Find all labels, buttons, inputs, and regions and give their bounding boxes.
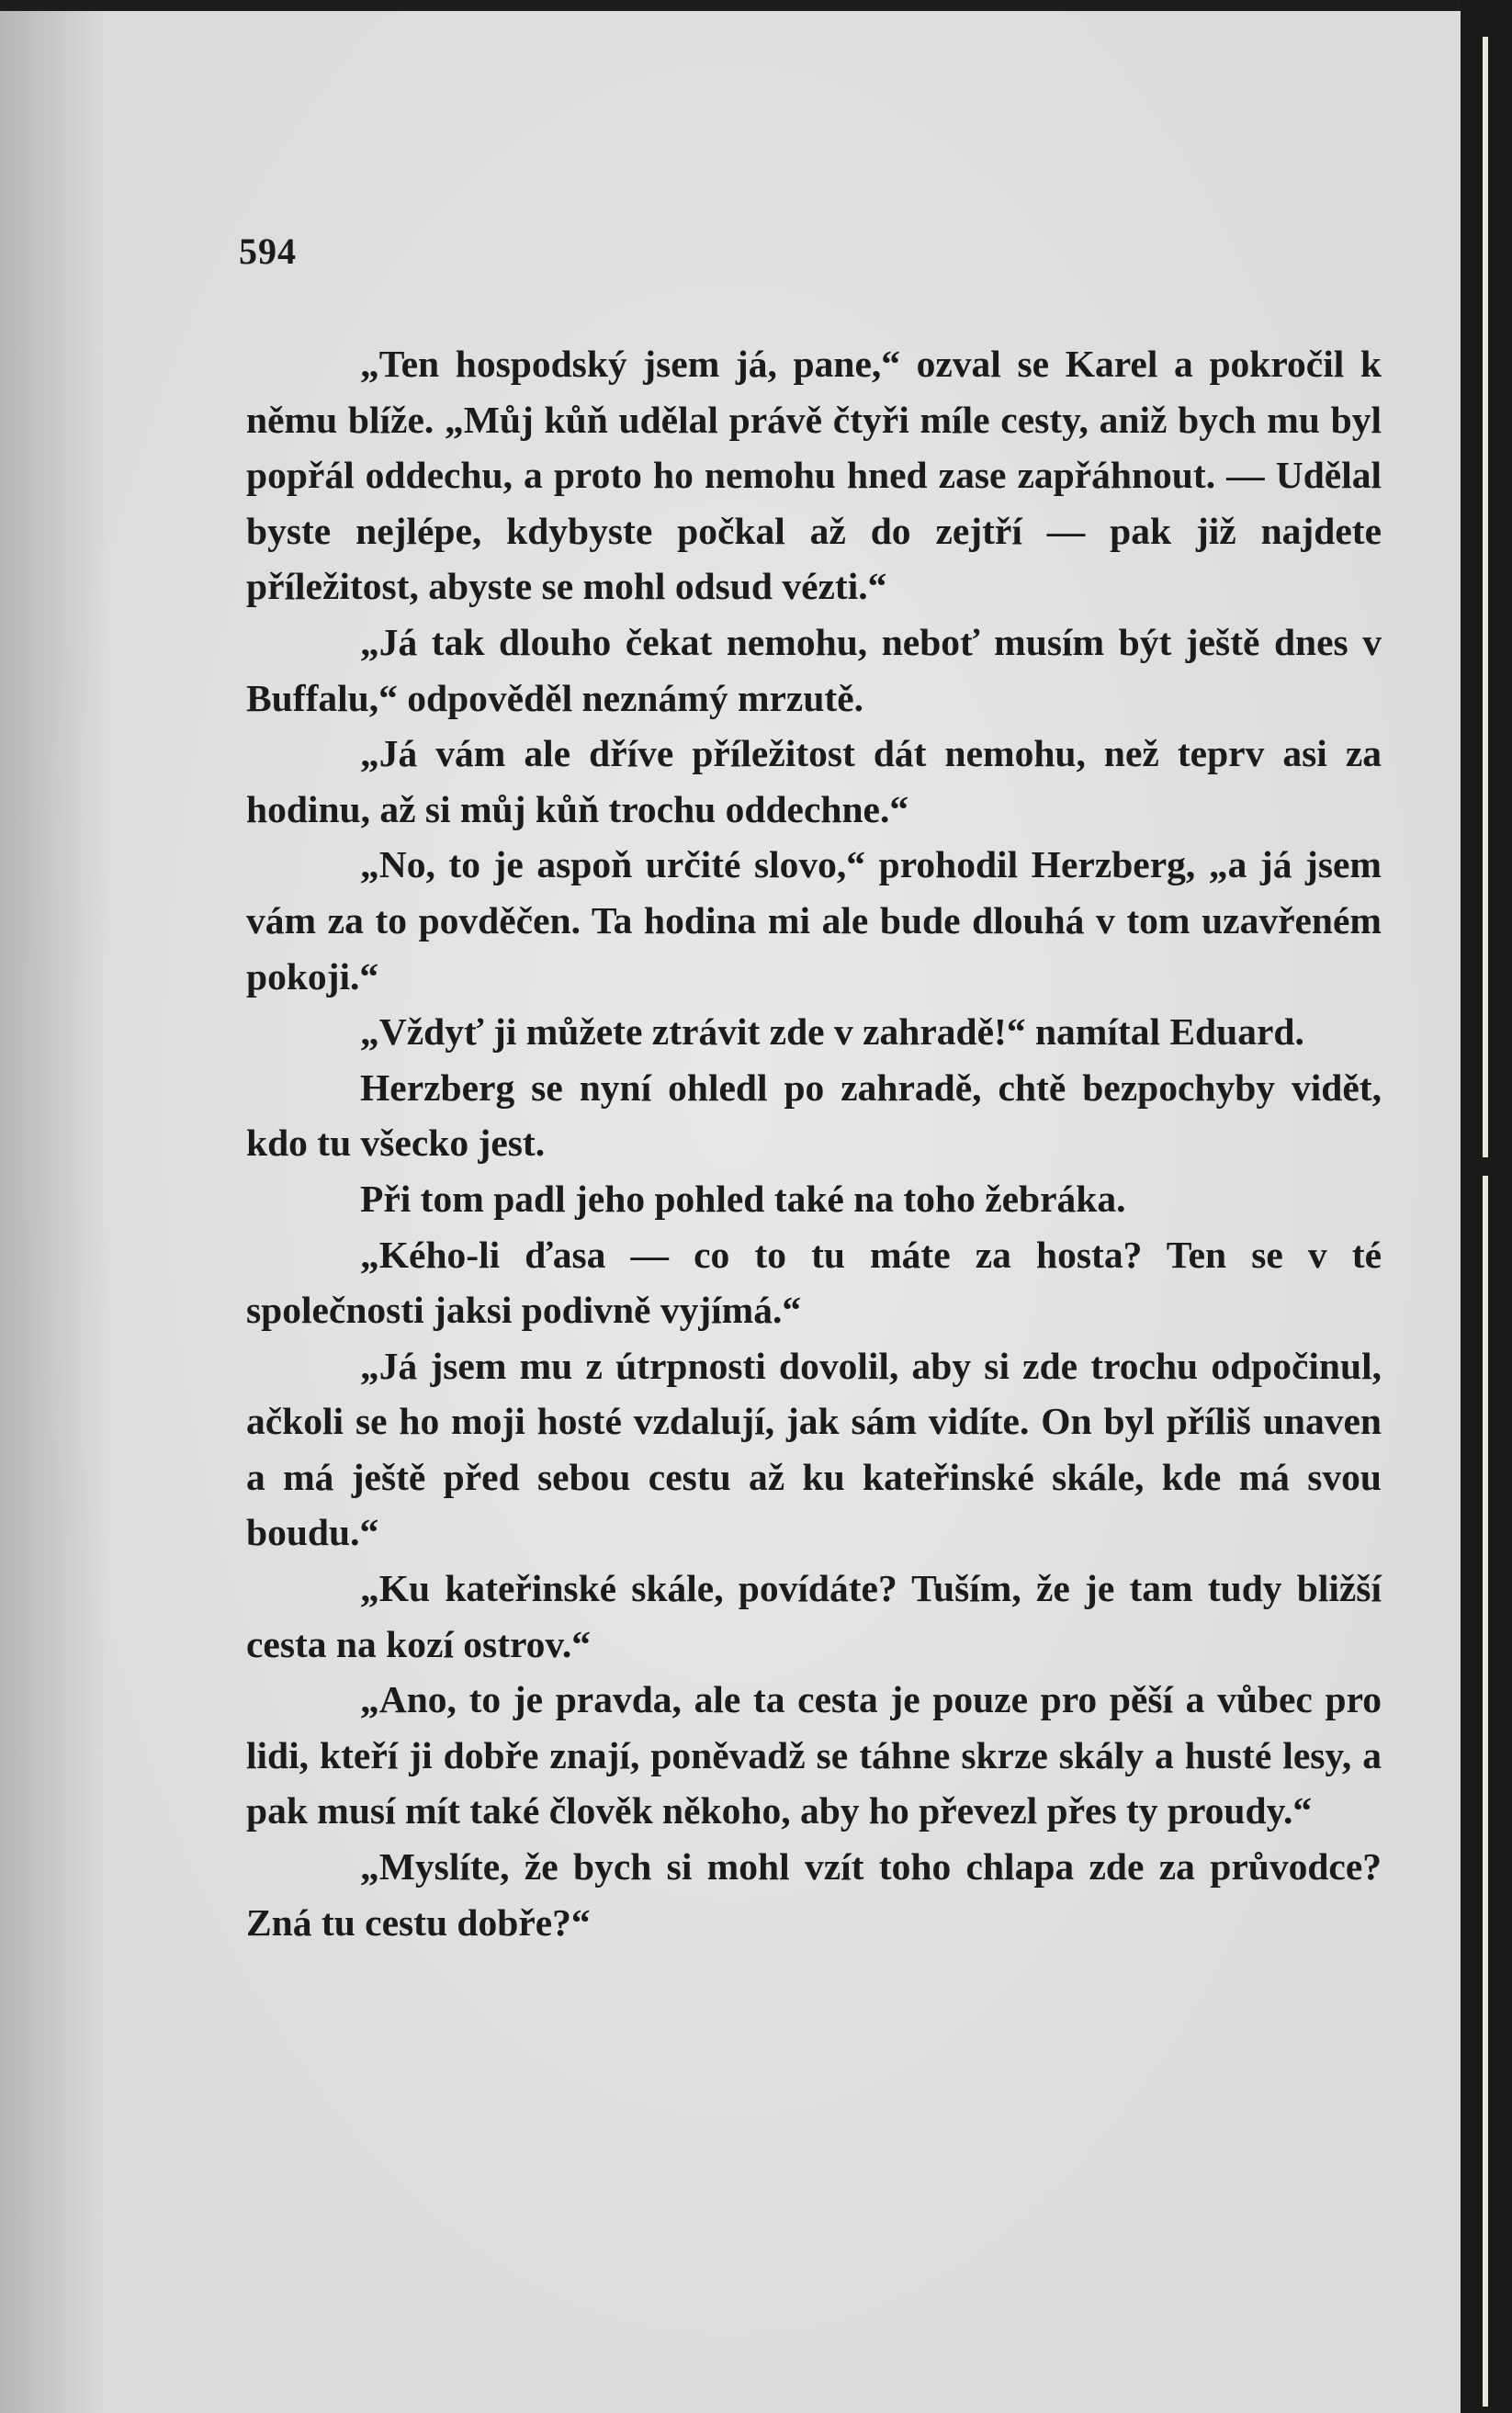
paragraph: „Kého-li ďasa — co to tu máte za hosta? Ten se v té společnosti jaksi podivně vyjímá.“ (246, 1233, 1382, 1332)
paragraph: „No, to je aspoň určité slovo,“ prohodil Herzberg, „a já jsem vám za to povděčen. Ta hodina mi ale bude dlouhá v tom uzavřeném pokoji.“ (246, 843, 1382, 998)
paragraph: „Já vám ale dříve příležitost dát nemohu, než teprv asi za hodinu, až si můj kůň trochu oddechne.“ (246, 732, 1382, 830)
paragraph: „Ku kateřinské skále, povídáte? Tuším, že je tam tudy bližší cesta na kozí ostrov.“ (246, 1567, 1382, 1665)
paragraph: „Ano, to je pravda, ale ta cesta je pouze pro pěší a vůbec pro lidi, kteří ji dobře znají, poněvadž se táhne skrze skály a husté lesy, a pak musí mít také člověk někoho, aby ho převezl přes ty proudy.“ (246, 1678, 1382, 1832)
paragraph: „Já tak dlouho čekat nemohu, neboť musím být ještě dnes v Buffalu,“ odpověděl neznámý mrzutě. (246, 620, 1382, 719)
book-page (0, 11, 1461, 2413)
paragraph: „Myslíte, že bych si mohl vzít toho chlapa zde za průvodce? Zná tu cestu dobře?“ (246, 1845, 1382, 1944)
paragraph: Herzberg se nyní ohledl po zahradě, chtě bezpochyby vidět, kdo tu všecko jest. (246, 1066, 1382, 1165)
page-number: 594 (239, 231, 297, 272)
book-spine-edge (1461, 0, 1512, 2413)
paragraph: Při tom padl jeho pohled také na toho žebráka. (360, 1177, 1126, 1220)
spine-highlight (1483, 37, 1488, 1157)
body-text (246, 336, 1382, 1950)
paragraph: „Ten hospodský jsem já, pane,“ ozval se Karel a pokročil k němu blíže. „Můj kůň udělal právě čtyři míle cesty, aniž bych mu byl popřál oddechu, a proto ho nemohu hned zase zapřáhnout. — Udělal byste nejlépe, kdybyste počkal až do zejtří — pak již najdete příležitost, abyste se mohl odsud vézti.“ (246, 343, 1382, 608)
paragraph: „Vždyť ji můžete ztrávit zde v zahradě!“ namítal Eduard. (360, 1010, 1304, 1054)
spine-highlight (1483, 1176, 1488, 2407)
paragraph: „Já jsem mu z útrpnosti dovolil, aby si zde trochu odpočinul, ačkoli se ho moji hosté vzdalují, jak sám vidíte. On byl příliš unaven a má ještě před sebou cestu až ku kateřinské skále, kde má svou boudu.“ (246, 1344, 1382, 1554)
